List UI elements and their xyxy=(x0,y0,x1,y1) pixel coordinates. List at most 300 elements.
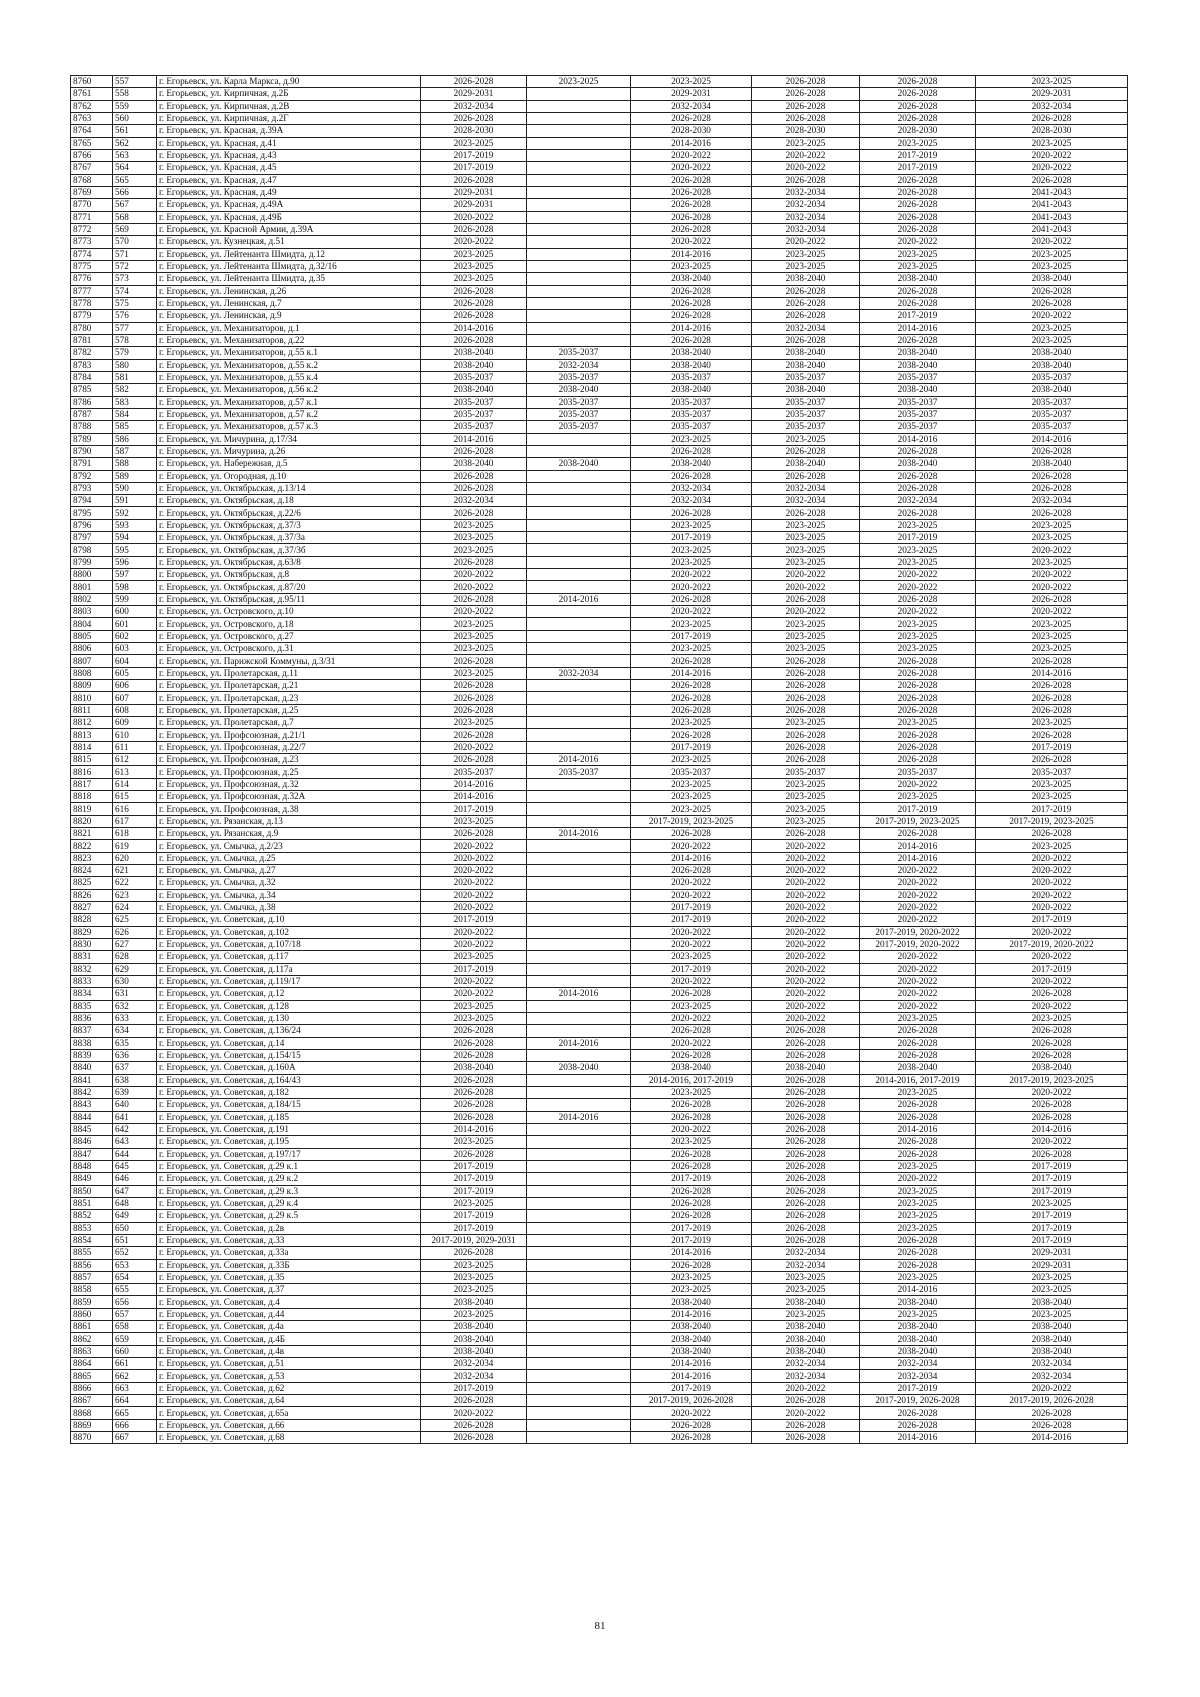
period-cell-3: 2017-2019 xyxy=(631,963,752,975)
item-number-cell: 630 xyxy=(113,975,157,987)
period-cell-6: 2032-2034 xyxy=(976,495,1128,507)
period-cell-6: 2020-2022 xyxy=(976,1086,1128,1098)
period-cell-3: 2026-2028 xyxy=(631,285,752,297)
table-row xyxy=(71,606,1128,618)
period-cell-4: 2038-2040 xyxy=(752,458,860,470)
period-cell-6: 2026-2028 xyxy=(976,174,1128,186)
period-cell-3: 2020-2022 xyxy=(631,569,752,581)
period-cell-1: 2026-2028 xyxy=(421,1419,527,1431)
period-cell-1: 2026-2028 xyxy=(421,1049,527,1061)
period-cell-5: 2026-2028 xyxy=(860,754,976,766)
row-index-cell: 8763 xyxy=(71,112,113,124)
period-cell-2 xyxy=(527,285,631,297)
period-cell-3: 2026-2028 xyxy=(631,223,752,235)
period-cell-3: 2026-2028 xyxy=(631,704,752,716)
period-cell-6: 2014-2016 xyxy=(976,433,1128,445)
period-cell-5: 2026-2028 xyxy=(860,76,976,88)
period-cell-1: 2020-2022 xyxy=(421,865,527,877)
address-cell: г. Егорьевск, ул. Советская, д.102 xyxy=(157,926,421,938)
period-cell-4: 2023-2025 xyxy=(752,803,860,815)
period-cell-2 xyxy=(527,778,631,790)
period-cell-3: 2023-2025 xyxy=(631,803,752,815)
period-cell-4: 2020-2022 xyxy=(752,236,860,248)
period-cell-5: 2017-2019, 2020-2022 xyxy=(860,926,976,938)
address-cell: г. Егорьевск, ул. Набережная, д.5 xyxy=(157,458,421,470)
table-row xyxy=(71,1111,1128,1123)
period-cell-1: 2023-2025 xyxy=(421,532,527,544)
item-number-cell: 609 xyxy=(113,717,157,729)
period-cell-3: 2026-2028 xyxy=(631,1111,752,1123)
period-cell-6: 2023-2025 xyxy=(976,519,1128,531)
period-cell-5: 2020-2022 xyxy=(860,778,976,790)
period-cell-1: 2023-2025 xyxy=(421,137,527,149)
table-row xyxy=(71,717,1128,729)
table-row xyxy=(71,310,1128,322)
period-cell-2 xyxy=(527,717,631,729)
period-cell-6: 2023-2025 xyxy=(976,248,1128,260)
address-cell: г. Егорьевск, ул. Красная, д.43 xyxy=(157,149,421,161)
address-cell: г. Егорьевск, ул. Пролетарская, д.23 xyxy=(157,692,421,704)
period-cell-6: 2038-2040 xyxy=(976,359,1128,371)
period-cell-2 xyxy=(527,1247,631,1259)
period-cell-2 xyxy=(527,1173,631,1185)
period-cell-6: 2026-2028 xyxy=(976,285,1128,297)
table-row xyxy=(71,791,1128,803)
item-number-cell: 602 xyxy=(113,630,157,642)
period-cell-4: 2020-2022 xyxy=(752,1000,860,1012)
address-cell: г. Егорьевск, ул. Советская, д.117 xyxy=(157,951,421,963)
table-row xyxy=(71,618,1128,630)
period-cell-5: 2017-2019 xyxy=(860,532,976,544)
address-cell: г. Егорьевск, ул. Профсоюзная, д.32А xyxy=(157,791,421,803)
period-cell-2 xyxy=(527,236,631,248)
table-row xyxy=(71,951,1128,963)
address-cell: г. Егорьевск, ул. Пролетарская, д.11 xyxy=(157,667,421,679)
period-cell-3: 2020-2022 xyxy=(631,236,752,248)
item-number-cell: 597 xyxy=(113,569,157,581)
address-cell: г. Егорьевск, ул. Советская, д.10 xyxy=(157,914,421,926)
period-cell-2 xyxy=(527,297,631,309)
address-cell: г. Егорьевск, ул. Советская, д.154/15 xyxy=(157,1049,421,1061)
address-cell: г. Егорьевск, ул. Механизаторов, д.57 к.1 xyxy=(157,396,421,408)
address-cell: г. Егорьевск, ул. Кирпичная, д.2Г xyxy=(157,112,421,124)
item-number-cell: 588 xyxy=(113,458,157,470)
period-cell-4: 2023-2025 xyxy=(752,433,860,445)
address-cell: г. Егорьевск, ул. Советская, д.4Б xyxy=(157,1333,421,1345)
item-number-cell: 565 xyxy=(113,174,157,186)
period-cell-4: 2035-2037 xyxy=(752,421,860,433)
period-cell-1: 2026-2028 xyxy=(421,1395,527,1407)
period-cell-5: 2017-2019 xyxy=(860,162,976,174)
period-cell-6: 2029-2031 xyxy=(976,1259,1128,1271)
period-cell-6: 2020-2022 xyxy=(976,310,1128,322)
period-cell-2 xyxy=(527,507,631,519)
address-cell: г. Егорьевск, ул. Механизаторов, д.56 к.2 xyxy=(157,384,421,396)
period-cell-4: 2020-2022 xyxy=(752,606,860,618)
period-cell-5: 2020-2022 xyxy=(860,569,976,581)
period-cell-4: 2026-2028 xyxy=(752,76,860,88)
row-index-cell: 8842 xyxy=(71,1086,113,1098)
period-cell-2 xyxy=(527,630,631,642)
item-number-cell: 613 xyxy=(113,766,157,778)
period-cell-2 xyxy=(527,149,631,161)
item-number-cell: 667 xyxy=(113,1432,157,1444)
period-cell-4: 2032-2034 xyxy=(752,199,860,211)
period-cell-6: 2038-2040 xyxy=(976,384,1128,396)
address-cell: г. Егорьевск, ул. Советская, д.130 xyxy=(157,1012,421,1024)
item-number-cell: 568 xyxy=(113,211,157,223)
period-cell-2: 2035-2037 xyxy=(527,766,631,778)
period-cell-4: 2026-2028 xyxy=(752,593,860,605)
period-cell-5: 2017-2019 xyxy=(860,149,976,161)
item-number-cell: 603 xyxy=(113,643,157,655)
address-cell: г. Егорьевск, ул. Советская, д.136/24 xyxy=(157,1025,421,1037)
table-row xyxy=(71,1247,1128,1259)
item-number-cell: 598 xyxy=(113,581,157,593)
period-cell-2 xyxy=(527,260,631,272)
row-index-cell: 8862 xyxy=(71,1333,113,1345)
period-cell-6: 2026-2028 xyxy=(976,593,1128,605)
period-cell-4: 2026-2028 xyxy=(752,1173,860,1185)
item-number-cell: 582 xyxy=(113,384,157,396)
period-cell-4: 2038-2040 xyxy=(752,1296,860,1308)
period-cell-5: 2038-2040 xyxy=(860,1296,976,1308)
period-cell-2 xyxy=(527,729,631,741)
row-index-cell: 8865 xyxy=(71,1370,113,1382)
period-cell-2 xyxy=(527,803,631,815)
table-row xyxy=(71,445,1128,457)
period-cell-2 xyxy=(527,248,631,260)
period-cell-5: 2026-2028 xyxy=(860,1111,976,1123)
table-row xyxy=(71,1025,1128,1037)
period-cell-6: 2020-2022 xyxy=(976,951,1128,963)
item-number-cell: 601 xyxy=(113,618,157,630)
address-cell: г. Егорьевск, ул. Парижской Коммуны, д.3/31 xyxy=(157,655,421,667)
table-row xyxy=(71,149,1128,161)
period-cell-6: 2023-2025 xyxy=(976,76,1128,88)
period-cell-6: 2026-2028 xyxy=(976,704,1128,716)
table-row xyxy=(71,211,1128,223)
item-number-cell: 655 xyxy=(113,1284,157,1296)
period-cell-6: 2023-2025 xyxy=(976,840,1128,852)
row-index-cell: 8858 xyxy=(71,1284,113,1296)
table-row xyxy=(71,1419,1128,1431)
period-cell-6: 2023-2025 xyxy=(976,556,1128,568)
table-row xyxy=(71,1086,1128,1098)
address-cell: г. Егорьевск, ул. Смычка, д.2/23 xyxy=(157,840,421,852)
period-cell-3: 2035-2037 xyxy=(631,421,752,433)
address-cell: г. Егорьевск, ул. Механизаторов, д.57 к.3 xyxy=(157,421,421,433)
address-cell: г. Егорьевск, ул. Советская, д.51 xyxy=(157,1358,421,1370)
period-cell-3: 2026-2028 xyxy=(631,445,752,457)
period-cell-5: 2026-2028 xyxy=(860,174,976,186)
period-cell-2 xyxy=(527,273,631,285)
period-cell-1: 2032-2034 xyxy=(421,495,527,507)
address-cell: г. Егорьевск, ул. Советская, д.64 xyxy=(157,1395,421,1407)
period-cell-3: 2032-2034 xyxy=(631,482,752,494)
row-index-cell: 8856 xyxy=(71,1259,113,1271)
period-cell-6: 2041-2043 xyxy=(976,186,1128,198)
period-cell-1: 2026-2028 xyxy=(421,1099,527,1111)
row-index-cell: 8807 xyxy=(71,655,113,667)
period-cell-3: 2017-2019 xyxy=(631,741,752,753)
table-row xyxy=(71,1185,1128,1197)
period-cell-1: 2032-2034 xyxy=(421,1358,527,1370)
period-cell-1: 2020-2022 xyxy=(421,901,527,913)
row-index-cell: 8817 xyxy=(71,778,113,790)
row-index-cell: 8825 xyxy=(71,877,113,889)
row-index-cell: 8767 xyxy=(71,162,113,174)
period-cell-3: 2017-2019 xyxy=(631,532,752,544)
address-cell: г. Егорьевск, ул. Островского, д.27 xyxy=(157,630,421,642)
address-cell: г. Егорьевск, ул. Советская, д.4а xyxy=(157,1321,421,1333)
table-row xyxy=(71,1358,1128,1370)
period-cell-3: 2023-2025 xyxy=(631,544,752,556)
period-cell-4: 2026-2028 xyxy=(752,1037,860,1049)
item-number-cell: 563 xyxy=(113,149,157,161)
period-cell-3: 2038-2040 xyxy=(631,384,752,396)
period-cell-1: 2028-2030 xyxy=(421,125,527,137)
item-number-cell: 605 xyxy=(113,667,157,679)
period-cell-1: 2017-2019 xyxy=(421,1382,527,1394)
table-row xyxy=(71,322,1128,334)
period-cell-2 xyxy=(527,445,631,457)
item-number-cell: 579 xyxy=(113,347,157,359)
item-number-cell: 642 xyxy=(113,1123,157,1135)
period-cell-6: 2023-2025 xyxy=(976,334,1128,346)
period-cell-1: 2023-2025 xyxy=(421,1271,527,1283)
item-number-cell: 592 xyxy=(113,507,157,519)
row-index-cell: 8811 xyxy=(71,704,113,716)
period-cell-2 xyxy=(527,532,631,544)
item-number-cell: 581 xyxy=(113,371,157,383)
period-cell-6: 2038-2040 xyxy=(976,1333,1128,1345)
table-row xyxy=(71,852,1128,864)
period-cell-1: 2014-2016 xyxy=(421,322,527,334)
address-cell: г. Егорьевск, ул. Октябрьская, д.95/11 xyxy=(157,593,421,605)
period-cell-3: 2020-2022 xyxy=(631,581,752,593)
period-cell-5: 2038-2040 xyxy=(860,359,976,371)
period-cell-1: 2020-2022 xyxy=(421,236,527,248)
item-number-cell: 562 xyxy=(113,137,157,149)
period-cell-4: 2023-2025 xyxy=(752,815,860,827)
table-row xyxy=(71,643,1128,655)
period-cell-2 xyxy=(527,877,631,889)
period-cell-4: 2038-2040 xyxy=(752,1062,860,1074)
table-row xyxy=(71,889,1128,901)
period-cell-6: 2017-2019 xyxy=(976,803,1128,815)
table-row xyxy=(71,532,1128,544)
period-cell-3: 2026-2028 xyxy=(631,310,752,322)
table-row xyxy=(71,470,1128,482)
item-number-cell: 559 xyxy=(113,100,157,112)
period-cell-3: 2014-2016 xyxy=(631,322,752,334)
period-cell-5: 2014-2016 xyxy=(860,840,976,852)
period-cell-5: 2026-2028 xyxy=(860,112,976,124)
period-cell-5: 2026-2028 xyxy=(860,1025,976,1037)
table-row xyxy=(71,544,1128,556)
period-cell-4: 2026-2028 xyxy=(752,680,860,692)
period-cell-4: 2020-2022 xyxy=(752,1012,860,1024)
item-number-cell: 558 xyxy=(113,88,157,100)
period-cell-6: 2023-2025 xyxy=(976,260,1128,272)
period-cell-1: 2020-2022 xyxy=(421,840,527,852)
period-cell-6: 2026-2028 xyxy=(976,1419,1128,1431)
period-cell-2 xyxy=(527,1136,631,1148)
period-cell-1: 2023-2025 xyxy=(421,667,527,679)
period-cell-4: 2023-2025 xyxy=(752,1308,860,1320)
period-cell-5: 2020-2022 xyxy=(860,236,976,248)
item-number-cell: 651 xyxy=(113,1234,157,1246)
period-cell-3: 2026-2028 xyxy=(631,1432,752,1444)
period-cell-6: 2026-2028 xyxy=(976,507,1128,519)
period-cell-3: 2038-2040 xyxy=(631,359,752,371)
period-cell-4: 2032-2034 xyxy=(752,1247,860,1259)
period-cell-2: 2035-2037 xyxy=(527,396,631,408)
period-cell-6: 2017-2019 xyxy=(976,1210,1128,1222)
period-cell-4: 2026-2028 xyxy=(752,112,860,124)
item-number-cell: 560 xyxy=(113,112,157,124)
period-cell-6: 2026-2028 xyxy=(976,470,1128,482)
period-cell-5: 2017-2019 xyxy=(860,1382,976,1394)
row-index-cell: 8802 xyxy=(71,593,113,605)
row-index-cell: 8781 xyxy=(71,334,113,346)
address-cell: г. Егорьевск, ул. Советская, д.185 xyxy=(157,1111,421,1123)
period-cell-5: 2023-2025 xyxy=(860,1222,976,1234)
period-cell-2 xyxy=(527,137,631,149)
period-cell-6: 2023-2025 xyxy=(976,322,1128,334)
period-cell-4: 2026-2028 xyxy=(752,729,860,741)
row-index-cell: 8822 xyxy=(71,840,113,852)
item-number-cell: 624 xyxy=(113,901,157,913)
period-cell-2 xyxy=(527,519,631,531)
period-cell-2 xyxy=(527,1086,631,1098)
period-cell-5: 2038-2040 xyxy=(860,347,976,359)
row-index-cell: 8799 xyxy=(71,556,113,568)
period-cell-4: 2026-2028 xyxy=(752,692,860,704)
table-row xyxy=(71,1037,1128,1049)
period-cell-5: 2020-2022 xyxy=(860,988,976,1000)
period-cell-1: 2020-2022 xyxy=(421,569,527,581)
period-cell-2 xyxy=(527,125,631,137)
period-cell-3: 2023-2025 xyxy=(631,1271,752,1283)
period-cell-6: 2020-2022 xyxy=(976,1000,1128,1012)
period-cell-1: 2035-2037 xyxy=(421,421,527,433)
address-cell: г. Егорьевск, ул. Советская, д.4в xyxy=(157,1345,421,1357)
item-number-cell: 569 xyxy=(113,223,157,235)
period-cell-3: 2023-2025 xyxy=(631,643,752,655)
item-number-cell: 635 xyxy=(113,1037,157,1049)
period-cell-1: 2023-2025 xyxy=(421,1308,527,1320)
period-cell-5: 2017-2019, 2026-2028 xyxy=(860,1395,976,1407)
period-cell-4: 2026-2028 xyxy=(752,741,860,753)
row-index-cell: 8777 xyxy=(71,285,113,297)
period-cell-6: 2038-2040 xyxy=(976,1296,1128,1308)
period-cell-3: 2017-2019 xyxy=(631,1382,752,1394)
row-index-cell: 8866 xyxy=(71,1382,113,1394)
period-cell-2 xyxy=(527,581,631,593)
row-index-cell: 8764 xyxy=(71,125,113,137)
period-cell-4: 2023-2025 xyxy=(752,618,860,630)
row-index-cell: 8793 xyxy=(71,482,113,494)
period-cell-1: 2023-2025 xyxy=(421,544,527,556)
table-row xyxy=(71,297,1128,309)
period-cell-4: 2026-2028 xyxy=(752,1432,860,1444)
row-index-cell: 8769 xyxy=(71,186,113,198)
period-cell-3: 2014-2016 xyxy=(631,137,752,149)
period-cell-5: 2023-2025 xyxy=(860,248,976,260)
table-row xyxy=(71,754,1128,766)
table-row xyxy=(71,655,1128,667)
period-cell-6: 2032-2034 xyxy=(976,100,1128,112)
period-cell-4: 2035-2037 xyxy=(752,408,860,420)
period-cell-1: 2023-2025 xyxy=(421,643,527,655)
row-index-cell: 8784 xyxy=(71,371,113,383)
period-cell-5: 2023-2025 xyxy=(860,1271,976,1283)
period-cell-6: 2041-2043 xyxy=(976,199,1128,211)
period-cell-1: 2020-2022 xyxy=(421,741,527,753)
item-number-cell: 666 xyxy=(113,1419,157,1431)
period-cell-4: 2038-2040 xyxy=(752,384,860,396)
period-cell-2 xyxy=(527,1123,631,1135)
period-cell-4: 2020-2022 xyxy=(752,581,860,593)
row-index-cell: 8806 xyxy=(71,643,113,655)
row-index-cell: 8830 xyxy=(71,938,113,950)
table-row xyxy=(71,1296,1128,1308)
period-cell-1: 2026-2028 xyxy=(421,704,527,716)
period-cell-2: 2014-2016 xyxy=(527,988,631,1000)
period-cell-6: 2020-2022 xyxy=(976,544,1128,556)
period-cell-3: 2035-2037 xyxy=(631,408,752,420)
address-cell: г. Егорьевск, ул. Советская, д.29 к.2 xyxy=(157,1173,421,1185)
row-index-cell: 8805 xyxy=(71,630,113,642)
period-cell-2 xyxy=(527,211,631,223)
table-row xyxy=(71,704,1128,716)
address-cell: г. Егорьевск, ул. Рязанская, д.13 xyxy=(157,815,421,827)
period-cell-1: 2020-2022 xyxy=(421,877,527,889)
period-cell-1: 2023-2025 xyxy=(421,630,527,642)
row-index-cell: 8798 xyxy=(71,544,113,556)
period-cell-1: 2035-2037 xyxy=(421,408,527,420)
address-cell: г. Егорьевск, ул. Кирпичная, д.2Б xyxy=(157,88,421,100)
period-cell-3: 2026-2028 xyxy=(631,507,752,519)
item-number-cell: 661 xyxy=(113,1358,157,1370)
period-cell-3: 2038-2040 xyxy=(631,1296,752,1308)
address-cell: г. Егорьевск, ул. Красная, д.49А xyxy=(157,199,421,211)
item-number-cell: 585 xyxy=(113,421,157,433)
period-cell-3: 2026-2028 xyxy=(631,297,752,309)
row-index-cell: 8812 xyxy=(71,717,113,729)
address-cell: г. Егорьевск, ул. Механизаторов, д.55 к.1 xyxy=(157,347,421,359)
period-cell-2: 2023-2025 xyxy=(527,76,631,88)
period-cell-2 xyxy=(527,162,631,174)
item-number-cell: 570 xyxy=(113,236,157,248)
row-index-cell: 8861 xyxy=(71,1321,113,1333)
period-cell-1: 2023-2025 xyxy=(421,1136,527,1148)
period-cell-6: 2017-2019, 2023-2025 xyxy=(976,1074,1128,1086)
table-row xyxy=(71,569,1128,581)
address-cell: г. Егорьевск, ул. Ленинская, д.26 xyxy=(157,285,421,297)
period-cell-1: 2029-2031 xyxy=(421,186,527,198)
period-cell-3: 2014-2016 xyxy=(631,852,752,864)
period-cell-2 xyxy=(527,1197,631,1209)
table-row xyxy=(71,914,1128,926)
table-row xyxy=(71,1160,1128,1172)
period-cell-2 xyxy=(527,1099,631,1111)
period-cell-4: 2020-2022 xyxy=(752,975,860,987)
period-cell-4: 2023-2025 xyxy=(752,1271,860,1283)
table-row xyxy=(71,125,1128,137)
